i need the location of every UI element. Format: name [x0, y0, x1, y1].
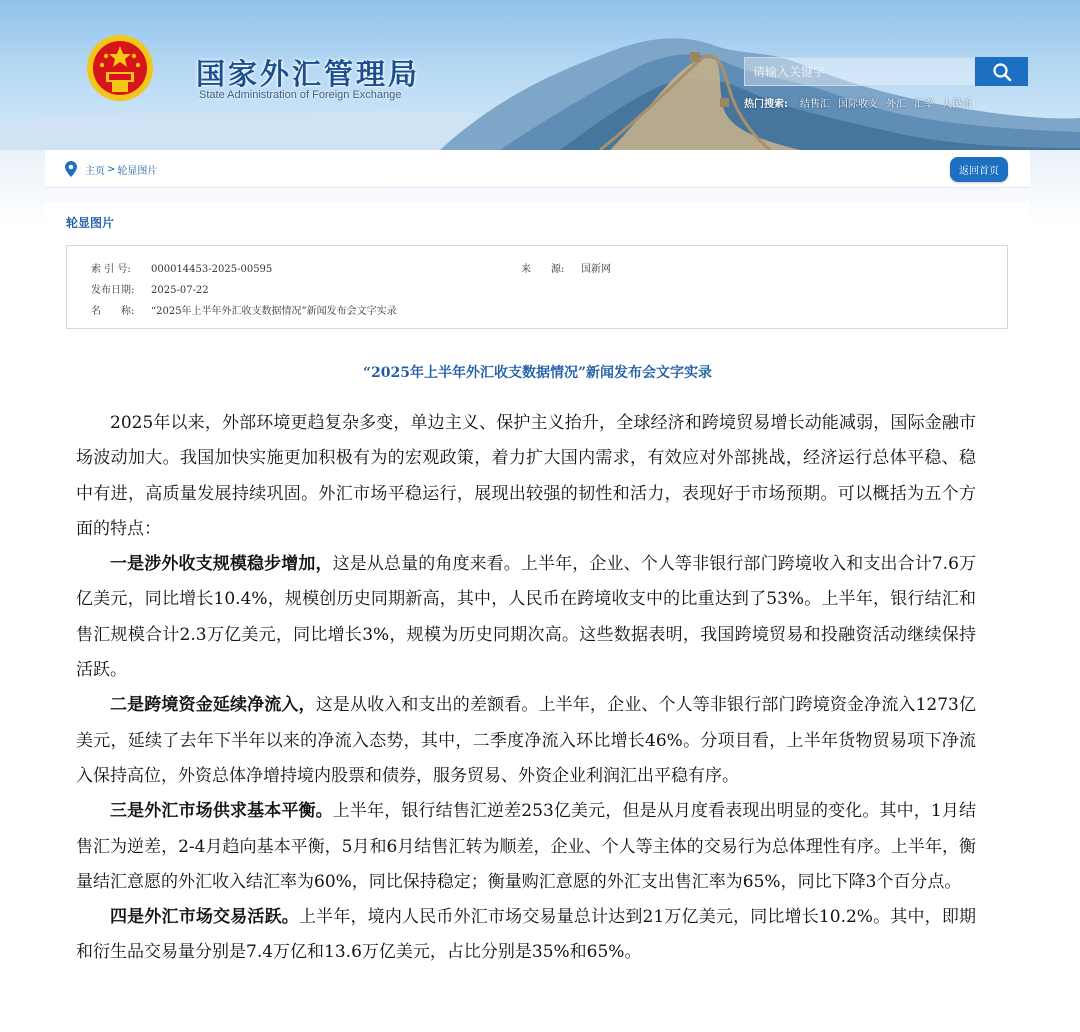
meta-source-value: 国新网: [581, 264, 611, 275]
hot-search-term-jieshouhui[interactable]: 结售汇: [800, 99, 830, 110]
article-paragraph-5-text: 上半年，境内人民币外汇市场交易量总计达到21万亿美元，同比增长10.2%。其中，即期和衍生品交易量分别是7.4万亿和13.6万亿美元，占比分别是35%和65%。: [76, 907, 977, 963]
hot-search-term-renminbi[interactable]: 人民币: [942, 99, 972, 110]
location-pin-icon: [65, 161, 77, 177]
site-subtitle: State Administration of Foreign Exchange: [199, 89, 402, 101]
article-paragraph-3-text: 这是从收入和支出的差额看。上半年，企业、个人等非银行部门跨境资金净流入1273亿美元，延续了去年下半年以来的净流入态势，其中，二季度净流入环比增长46%。分项目看，上半年货物贸易项下净流入保持高位，外资总体净增持境内股票和债券，服务贸易、外资企业利润汇出平稳有序。: [76, 695, 977, 786]
article-paragraph-5-lead: 四是外汇市场交易活跃。: [110, 907, 299, 928]
meta-index: [91, 260, 272, 275]
hot-search-bar: [744, 95, 972, 110]
site-title: 国家外汇管理局: [196, 57, 421, 91]
article-paragraph-3: [76, 688, 976, 794]
meta-source-label: 来 源:: [521, 264, 565, 275]
meta-date-label: 发布日期:: [91, 285, 135, 296]
search-input[interactable]: [744, 57, 975, 86]
article-paragraph-5: [76, 900, 976, 971]
article-paragraph-1: 2025年以来，外部环境更趋复杂多变，单边主义、保护主义抬升，全球经济和跨境贸易增长动能减弱，国际金融市场波动加大。我国加快实施更加积极有为的宏观政策，着力扩大国内需求，有效应对外部挑战，经济运行总体平稳、稳中有进，高质量发展持续巩固。外汇市场平稳运行，展现出较强的韧性和活力，表现好于市场预期。可以概括为五个方面的特点：: [76, 413, 976, 539]
article-paragraph-4: [76, 794, 976, 900]
hot-search-label: 热门搜索:: [744, 99, 788, 110]
hot-search-term-guojishouzhi[interactable]: 国际收支: [838, 99, 878, 110]
article-paragraph-4-text: 上半年，银行结售汇逆差253亿美元，但是从月度看表现出明显的变化。其中，1月结售汇为逆差，2-4月趋向基本平衡，5月和6月结售汇转为顺差，企业、个人等主体的交易行为总体理性有序。上半年，衡量结汇意愿的外汇收入结汇率为60%，同比保持稳定；衡量购汇意愿的外汇支出售汇率为65%，同比下降3个百分点。: [76, 801, 977, 892]
article-paragraph-4-lead: 三是外汇市场供求基本平衡。: [110, 801, 333, 822]
metadata-box: [66, 245, 1008, 329]
back-home-button[interactable]: 返回首页: [950, 157, 1008, 182]
breadcrumb-separator: >: [107, 163, 116, 175]
article-paragraph-2-text: 这是从总量的角度来看。上半年，企业、个人等非银行部门跨境收入和支出合计7.6万亿美元，同比增长10.4%，规模创历史同期新高，其中，人民币在跨境收支中的比重达到了53%。上半年，银行结汇和售汇规模合计2.3万亿美元，同比增长3%，规模为历史同期次高。这些数据表明，我国跨境贸易和投融资活动继续保持活跃。: [76, 554, 977, 681]
article-paragraph-2-lead: 一是涉外收支规模稳步增加，: [110, 554, 333, 575]
meta-name: [91, 302, 397, 317]
meta-name-value: “2025年上半年外汇收支数据情况”新闻发布会文字实录: [151, 306, 397, 317]
section-title: 轮显图片: [66, 216, 115, 230]
article-paragraph-3-lead: 二是跨境资金延续净流入，: [110, 695, 316, 716]
hot-search-term-huilv[interactable]: 汇率: [914, 99, 934, 110]
meta-date-value: 2025-07-22: [151, 285, 209, 296]
meta-source: [521, 260, 611, 275]
meta-index-value: 000014453-2025-00595: [151, 264, 273, 275]
meta-index-label: 索 引 号:: [91, 264, 131, 275]
meta-date: [91, 281, 209, 296]
header-banner: [0, 0, 1080, 150]
breadcrumb-bar: [45, 150, 1030, 188]
search-icon: [992, 62, 1012, 82]
article-title: “2025年上半年外汇收支数据情况”新闻发布会文字实录: [362, 365, 713, 381]
hot-search-term-waihui[interactable]: 外汇: [886, 99, 906, 110]
search-button[interactable]: [975, 57, 1028, 86]
article-body: [76, 406, 976, 971]
national-emblem-icon: [84, 32, 156, 104]
article-paragraph-2: [76, 547, 976, 688]
breadcrumb-home-link[interactable]: 主页: [85, 165, 105, 177]
meta-name-label: 名 称:: [91, 306, 135, 317]
breadcrumb: [65, 161, 157, 177]
content-card: [45, 202, 1030, 405]
breadcrumb-current[interactable]: 轮显图片: [117, 165, 158, 177]
